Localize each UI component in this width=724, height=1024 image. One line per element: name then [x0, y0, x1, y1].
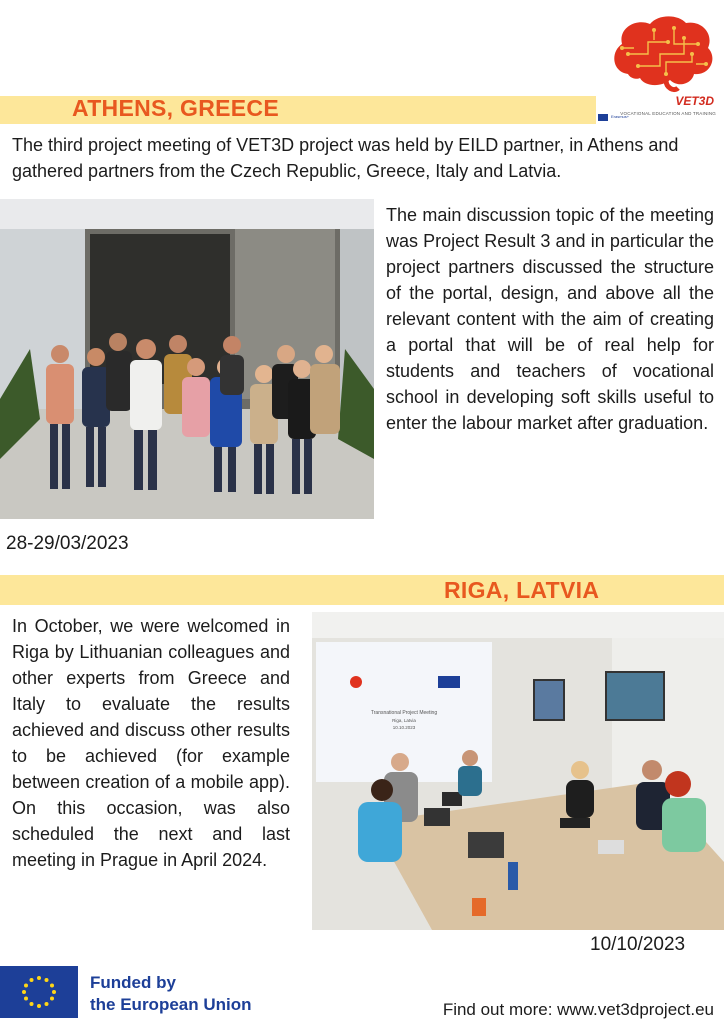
slide-place: Riga, Latvia [392, 718, 416, 723]
vet3d-logo [596, 10, 720, 124]
funded-line-2: the European Union [90, 995, 252, 1014]
erasmus-label: Erasmus+ [611, 114, 630, 119]
eu-mini-flag-icon [598, 114, 608, 121]
eu-flag-icon [0, 966, 78, 1018]
logo-subtitle: VOCATIONAL EDUCATION AND TRAINING [620, 111, 716, 116]
find-out-more-link[interactable]: Find out more: www.vet3dproject.eu [442, 1000, 714, 1019]
riga-title: RIGA, LATVIA [444, 577, 600, 603]
slide-title: Transnational Project Meeting [370, 710, 438, 716]
athens-date: 28-29/03/2023 [6, 533, 129, 554]
athens-group-photo [0, 199, 374, 519]
brain-circuit-icon [608, 14, 718, 94]
athens-body-text: The main discussion topic of the meeting was Project Result 3 and in particular the project partners discussed the structure of the portal, design, and above all the relevant content with the aim of creating a portal that will be of real help for students and teachers of vocational school in developing soft skills useful to enter the labour market after graduation. [386, 205, 714, 433]
funded-line-1: Funded by [90, 973, 176, 992]
riga-header-band [0, 575, 724, 605]
riga-body-text: In October, we were welcomed in Riga by Lithuanian colleagues and other experts from Greece and Italy to evaluate the results achieved and discuss other results to be achieved (for example between creation of a mobile app). On this occasion, was also scheduled the next and last meeting in Prague in April 2024. [12, 616, 290, 870]
logo-wordmark: VET3D [675, 94, 714, 108]
funded-by-eu-text [90, 972, 252, 1016]
athens-intro-text: The third project meeting of VET3D project was held by EILD partner, in Athens and gathered partners from the Czech Republic, Greece, Italy and Latvia. [12, 135, 679, 181]
riga-date: 10/10/2023 [590, 934, 686, 955]
slide-date: 10.10.2023 [392, 725, 416, 730]
riga-meeting-photo [312, 612, 724, 930]
athens-title: ATHENS, GREECE [72, 95, 279, 121]
